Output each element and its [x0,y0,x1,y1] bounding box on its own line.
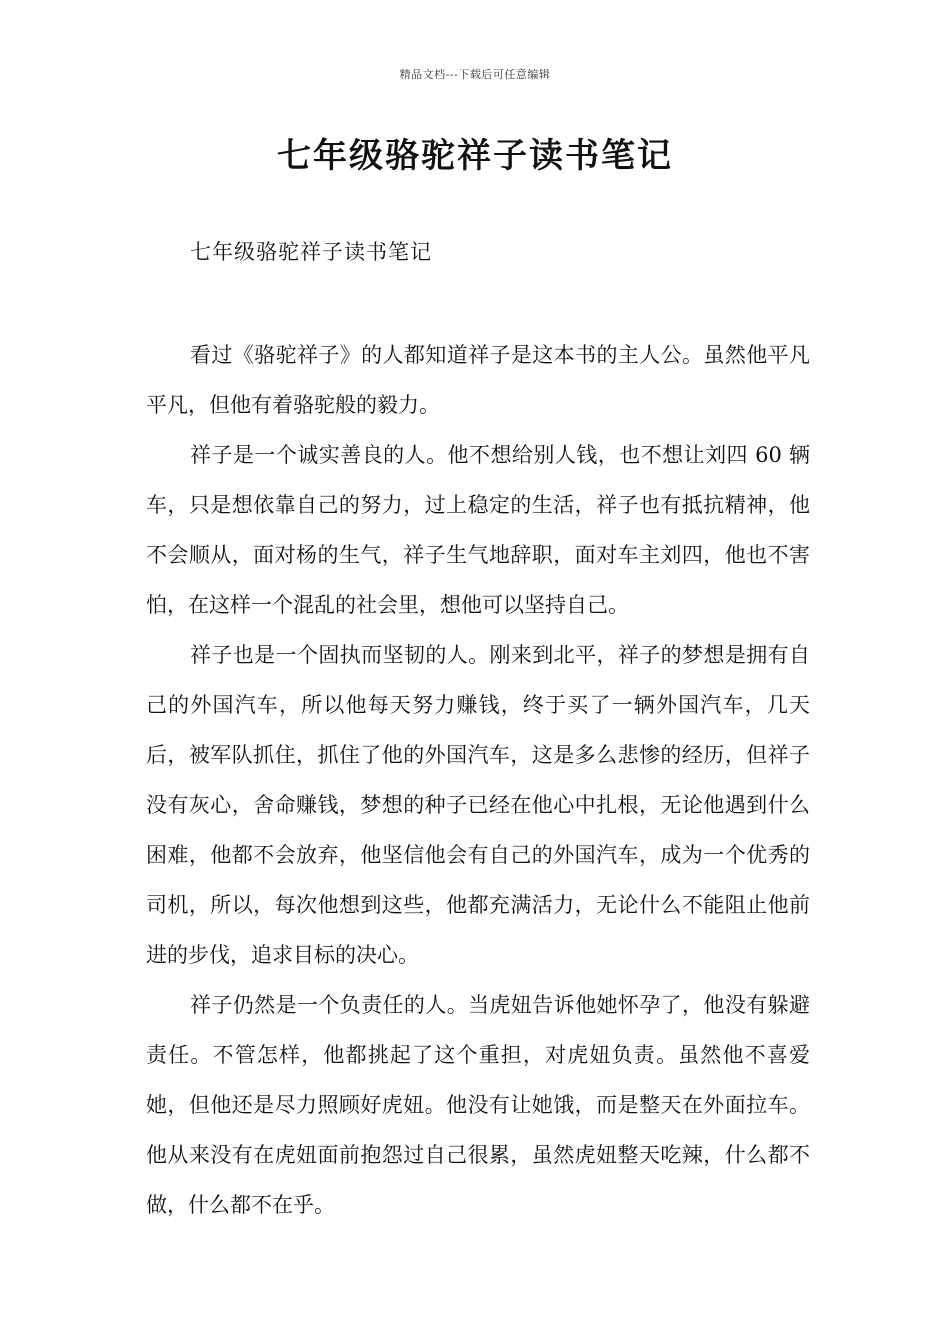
paragraph-4: 祥子仍然是一个负责任的人。当虎妞告诉他她怀孕了，他没有躲避责任。不管怎样，他都挑起了这个重担，对虎妞负责。虽然他不喜爱她，但他还是尽力照顾好虎妞。他没有让她饿，而是整天在外面拉车。他从来没有在虎妞面前抱怨过自己很累，虽然虎妞整天吃辣，什么都不做，什么都不在乎。 [146,993,810,1217]
paragraph-1: 看过《骆驼祥子》的人都知道祥子是这本书的主人公。虽然他平凡平凡，但他有着骆驼般的毅力。 [146,343,810,417]
document-title: 七年级骆驼祥子读书笔记 [277,136,673,176]
paragraph-3: 祥子也是一个固执而坚韧的人。刚来到北平，祥子的梦想是拥有自己的外国汽车，所以他每天努力赚钱，终于买了一辆外国汽车，几天后，被军队抓住，抓住了他的外国汽车，这是多么悲惨的经历，但祥子没有灰心，舍命赚钱，梦想的种子已经在他心中扎根，无论他遇到什么困难，他都不会放弃，他坚信他会有自己的外国汽车，成为一个优秀的司机，所以，每次他想到这些，他都充满活力，无论什么不能阻止他前进的步伐，追求目标的决心。 [146,643,810,967]
document-body [146,330,810,1230]
paragraph-2: 祥子是一个诚实善良的人。他不想给别人钱，也不想让刘四 60 辆车，只是想依靠自己的努力，过上稳定的生活，祥子也有抵抗精神，他不会顺从，面对杨的生气，祥子生气地辞职，面对车主刘四，他也不害怕，在这样一个混乱的社会里，想他可以坚持自己。 [146,443,810,617]
header-note: 精品文档---下载后可任意编辑 [399,68,551,81]
document-subtitle: 七年级骆驼祥子读书笔记 [190,240,432,264]
